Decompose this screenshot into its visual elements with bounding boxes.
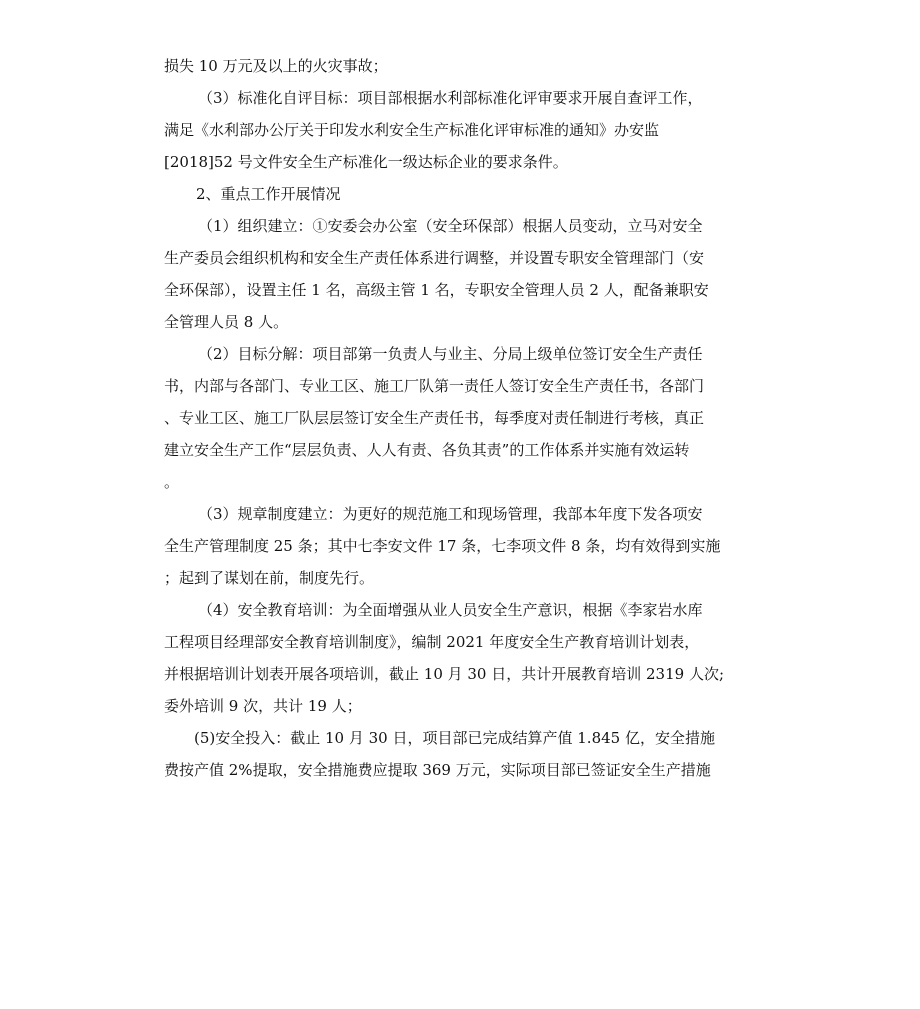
text-line: ；起到了谋划在前，制度先行。	[164, 569, 375, 587]
text-line: （3）规章制度建立：为更好的规范施工和现场管理，我部本年度下发各项安	[198, 505, 703, 523]
text-line: (5)安全投入：截止 10 月 30 日，项目部已完成结算产值 1.845 亿，安全措施	[194, 729, 715, 747]
text-line: （2）目标分解：项目部第一负责人与业主、分局上级单位签订安全生产责任	[198, 345, 703, 363]
text-line: 全管理人员 8 人。	[164, 313, 289, 331]
text-line: 。	[164, 473, 180, 491]
text-line: （1）组织建立：①安委会办公室（安全环保部）根据人员变动，立马对安全	[198, 217, 703, 235]
text-line: 工程项目经理部安全教育培训制度》，编制 2021 年度安全生产教育培训计划表，	[164, 633, 700, 651]
section-heading: 2、重点工作开展情况	[196, 185, 341, 203]
text-line: 全环保部），设置主任 1 名，高级主管 1 名，专职安全管理人员 2 人，配备兼职安	[164, 281, 709, 299]
text-line: 并根据培训计划表开展各项培训，截止 10 月 30 日，共计开展教育培训 2319 人次;	[164, 665, 725, 683]
text-line: 生产委员会组织机构和安全生产责任体系进行调整，并设置专职安全管理部门（安	[164, 249, 705, 267]
text-line: 满足《水利部办公厅关于印发水利安全生产标准化评审标准的通知》办安监	[164, 121, 660, 139]
text-line: 委外培训 9 次，共计 19 人；	[164, 697, 362, 715]
text-line: （4）安全教育培训：为全面增强从业人员安全生产意识，根据《李家岩水库	[198, 601, 703, 619]
text-line: 、专业工区、施工厂队层层签订安全生产责任书，每季度对责任制进行考核，真正	[164, 409, 705, 427]
text-line: [2018]52 号文件安全生产标准化一级达标企业的要求条件。	[164, 153, 568, 171]
text-line: 书，内部与各部门、专业工区、施工厂队第一责任人签订安全生产责任书，各部门	[164, 377, 705, 395]
text-line: 损失 10 万元及以上的火灾事故；	[164, 57, 388, 75]
text-line: 建立安全生产工作“层层负责、人人有责、各负其责”的工作体系并实施有效运转	[164, 441, 690, 459]
text-line: 全生产管理制度 25 条；其中七李安文件 17 条，七李项文件 8 条，均有效得到实施	[164, 537, 721, 555]
text-line: （3）标准化自评目标：项目部根据水利部标准化评审要求开展自查评工作，	[198, 89, 703, 107]
text-line: 费按产值 2%提取，安全措施费应提取 369 万元，实际项目部已签证安全生产措施	[164, 761, 711, 779]
document-body	[164, 50, 764, 786]
